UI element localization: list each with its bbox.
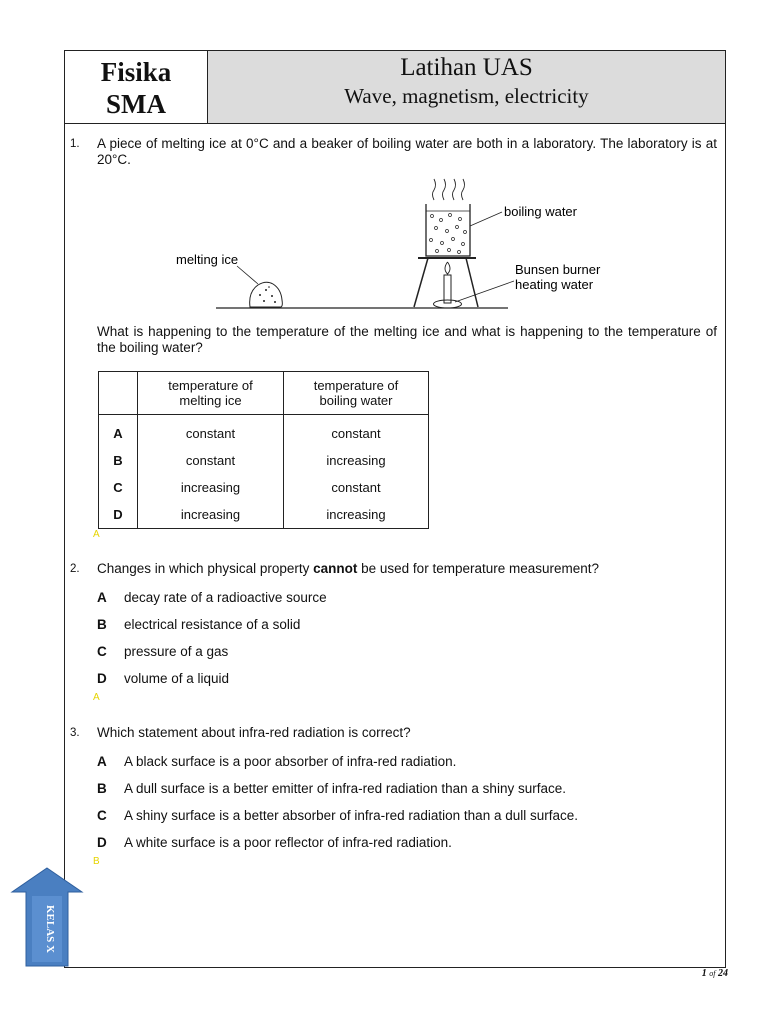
q2-answer: A <box>93 692 100 703</box>
table-row <box>99 501 429 529</box>
q3-option-letter: B <box>97 781 107 796</box>
table-col-ice <box>138 372 284 415</box>
label-burner-1: Bunsen burner <box>515 262 601 277</box>
page-title: Latihan UAS <box>400 54 533 81</box>
table-col-water <box>284 372 429 415</box>
q3-option-text: A white surface is a poor reflector of infra-red radiation. <box>124 835 452 850</box>
q1-answer-table <box>98 371 429 529</box>
q3-answer: B <box>93 856 100 867</box>
q2-number: 2. <box>70 563 80 575</box>
row-letter: A <box>99 415 138 448</box>
row-letter: C <box>99 474 138 501</box>
col-water-line1: temperature of <box>313 378 399 393</box>
q1-diagram <box>0 0 768 330</box>
table-corner <box>99 372 138 415</box>
q2-option-text: volume of a liquid <box>124 671 230 686</box>
row-water: constant <box>284 415 429 448</box>
q2-option-text: pressure of a gas <box>124 644 229 659</box>
q1-number: 1. <box>70 138 80 150</box>
q2-option-letter: B <box>97 617 107 632</box>
row-ice: increasing <box>138 474 284 501</box>
table-row <box>99 415 429 448</box>
q2-option-letter: D <box>97 671 107 686</box>
kelas-badge-text: KELAS X <box>44 905 56 953</box>
table-row <box>99 447 429 474</box>
q2-text-bold: cannot <box>313 561 358 576</box>
col-ice-line1: temperature of <box>168 378 253 393</box>
subject-line1: Fisika <box>100 57 172 87</box>
table-row <box>99 474 429 501</box>
kelas-badge-arrow-icon <box>10 866 84 970</box>
q3-option-letter: C <box>97 808 107 823</box>
row-ice: constant <box>138 415 284 448</box>
row-letter: B <box>99 447 138 474</box>
q2-option-letter: C <box>97 644 107 659</box>
q3-option-text: A shiny surface is a better absorber of infra-red radiation than a dull surface. <box>124 808 578 823</box>
label-boiling-water: boiling water <box>504 204 577 219</box>
row-water: constant <box>284 474 429 501</box>
label-burner-2: heating water <box>515 277 594 292</box>
q1-text: A piece of melting ice at 0°C and a beaker of boiling water are both in a laboratory. The laboratory is at 20°C. <box>97 136 717 167</box>
q3-option-letter: A <box>97 754 107 769</box>
q2-text <box>97 561 717 577</box>
page-total: 24 <box>718 968 728 979</box>
q2-text-after: be used for temperature measurement? <box>357 561 600 576</box>
q3-option-text: A dull surface is a better emitter of infra-red radiation than a shiny surface. <box>124 781 566 796</box>
q3-option-letter: D <box>97 835 107 850</box>
col-ice-line2: melting ice <box>179 393 242 408</box>
row-water: increasing <box>284 447 429 474</box>
page-current: 1 <box>701 968 707 979</box>
page-number <box>702 968 728 979</box>
col-water-line2: boiling water <box>319 393 393 408</box>
row-ice: increasing <box>138 501 284 529</box>
page-of: of <box>709 969 716 978</box>
q2-option-text: electrical resistance of a solid <box>124 617 301 632</box>
row-ice: constant <box>138 447 284 474</box>
melting-ice-shape <box>250 282 283 307</box>
table-header-row <box>99 372 429 415</box>
row-letter: D <box>99 501 138 529</box>
row-water: increasing <box>284 501 429 529</box>
q2-option-letter: A <box>97 590 107 605</box>
q1-answer: A <box>93 529 100 540</box>
q3-text: Which statement about infra-red radiation is correct? <box>97 725 411 740</box>
label-melting-ice: melting ice <box>176 252 239 267</box>
q2-text-before: Changes in which physical property <box>97 561 314 576</box>
subject-line2: SMA <box>106 89 166 119</box>
q1-question: What is happening to the temperature of the melting ice and what is happening to the temperature of the boiling water? <box>97 324 717 355</box>
q3-option-text: A black surface is a poor absorber of infra-red radiation. <box>124 754 457 769</box>
q3-number: 3. <box>70 727 80 739</box>
q2-option-text: decay rate of a radioactive source <box>124 590 327 605</box>
page-subtitle: Wave, magnetism, electricity <box>344 84 589 108</box>
